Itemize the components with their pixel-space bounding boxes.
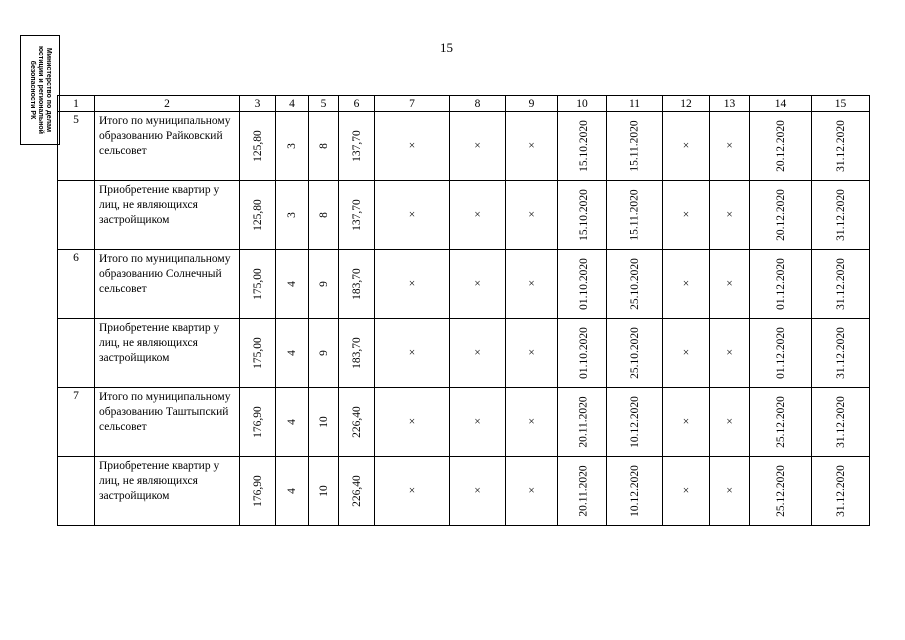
cell-c13: × (710, 319, 750, 388)
cell-c7: × (375, 181, 450, 250)
cell-c15 (812, 250, 870, 319)
cell-value: 10.12.2020 (628, 396, 641, 448)
cell-c12: × (663, 388, 710, 457)
cell-c9: × (506, 457, 558, 526)
page-number: 15 (440, 40, 453, 55)
cell-value: 31.12.2020 (834, 120, 847, 172)
cell-c11 (607, 250, 663, 319)
cell-value: 20.12.2020 (774, 120, 787, 172)
cell-value: 15.10.2020 (577, 189, 590, 241)
cell-value: 137,70 (350, 199, 363, 231)
cell-value: 31.12.2020 (834, 258, 847, 310)
cell-c11 (607, 112, 663, 181)
column-header: 12 (663, 96, 710, 112)
cell-c12: × (663, 112, 710, 181)
row-name: Итого по муниципальному образованию Райковский сельсовет (95, 112, 240, 181)
cell-value: 175,00 (251, 268, 264, 300)
cell-value: 20.11.2020 (577, 396, 590, 448)
cell-c10 (558, 457, 607, 526)
cell-c15 (812, 319, 870, 388)
cell-c3 (240, 457, 276, 526)
cell-c12: × (663, 181, 710, 250)
cell-c9: × (506, 319, 558, 388)
cell-c4 (276, 250, 309, 319)
cell-c6 (339, 181, 375, 250)
row-number: 7 (58, 388, 95, 457)
cell-c3 (240, 181, 276, 250)
table-row (58, 388, 870, 457)
cell-c6 (339, 112, 375, 181)
cell-value: 31.12.2020 (834, 465, 847, 517)
column-header: 9 (506, 96, 558, 112)
cell-value: 25.10.2020 (628, 327, 641, 379)
cell-value: 176,90 (251, 406, 264, 438)
cell-c13: × (710, 181, 750, 250)
row-number (58, 457, 95, 526)
cell-c9: × (506, 250, 558, 319)
cell-c14 (750, 457, 812, 526)
cell-c11 (607, 181, 663, 250)
cell-value: 226,40 (350, 475, 363, 507)
cell-c11 (607, 388, 663, 457)
column-header: 1 (58, 96, 95, 112)
cell-value: 25.10.2020 (628, 258, 641, 310)
cell-value: 10 (317, 416, 330, 428)
cell-value: 25.12.2020 (774, 465, 787, 517)
column-header: 11 (607, 96, 663, 112)
cell-c8: × (450, 457, 506, 526)
column-header: 4 (276, 96, 309, 112)
column-header: 3 (240, 96, 276, 112)
column-header: 5 (309, 96, 339, 112)
cell-c14 (750, 319, 812, 388)
cell-c9: × (506, 181, 558, 250)
cell-value: 4 (286, 350, 298, 356)
cell-c14 (750, 112, 812, 181)
cell-c8: × (450, 181, 506, 250)
cell-c12: × (663, 250, 710, 319)
cell-value: 3 (286, 212, 298, 218)
cell-c14 (750, 388, 812, 457)
cell-c7: × (375, 319, 450, 388)
cell-c13: × (710, 112, 750, 181)
cell-c5 (309, 388, 339, 457)
column-header: 7 (375, 96, 450, 112)
cell-c10 (558, 319, 607, 388)
cell-value: 176,90 (251, 475, 264, 507)
cell-value: 9 (317, 350, 330, 356)
table-row (58, 319, 870, 388)
cell-c6 (339, 319, 375, 388)
row-name: Приобретение квартир у лиц, не являющихся застройщиком (95, 319, 240, 388)
cell-value: 20.12.2020 (774, 189, 787, 241)
cell-c9: × (506, 112, 558, 181)
cell-value: 31.12.2020 (834, 327, 847, 379)
cell-c11 (607, 457, 663, 526)
registration-stamp (20, 35, 60, 145)
cell-value: 183,70 (350, 268, 363, 300)
cell-c8: × (450, 112, 506, 181)
cell-value: 15.10.2020 (577, 120, 590, 172)
cell-c5 (309, 457, 339, 526)
cell-c11 (607, 319, 663, 388)
cell-c4 (276, 112, 309, 181)
cell-value: 4 (286, 281, 298, 287)
row-name: Итого по муниципальному образованию Таштыпский сельсовет (95, 388, 240, 457)
cell-value: 175,00 (251, 337, 264, 369)
cell-c8: × (450, 250, 506, 319)
cell-c12: × (663, 319, 710, 388)
row-number (58, 181, 95, 250)
cell-c6 (339, 388, 375, 457)
cell-value: 25.12.2020 (774, 396, 787, 448)
column-header: 13 (710, 96, 750, 112)
table-row (58, 112, 870, 181)
cell-c4 (276, 319, 309, 388)
cell-c8: × (450, 319, 506, 388)
cell-value: 01.12.2020 (774, 327, 787, 379)
cell-value: 01.12.2020 (774, 258, 787, 310)
cell-c15 (812, 388, 870, 457)
cell-c9: × (506, 388, 558, 457)
cell-value: 8 (317, 212, 330, 218)
cell-c7: × (375, 388, 450, 457)
row-number: 6 (58, 250, 95, 319)
cell-c5 (309, 112, 339, 181)
cell-c13: × (710, 388, 750, 457)
cell-value: 15.11.2020 (628, 120, 641, 172)
cell-c6 (339, 457, 375, 526)
cell-value: 125,80 (251, 199, 264, 231)
cell-c15 (812, 112, 870, 181)
row-name: Итого по муниципальному образованию Солнечный сельсовет (95, 250, 240, 319)
cell-c5 (309, 250, 339, 319)
cell-c10 (558, 388, 607, 457)
cell-c5 (309, 319, 339, 388)
cell-value: 3 (286, 143, 298, 149)
cell-value: 10.12.2020 (628, 465, 641, 517)
cell-value: 20.11.2020 (577, 465, 590, 517)
cell-value: 01.10.2020 (577, 327, 590, 379)
cell-c15 (812, 181, 870, 250)
cell-value: 137,70 (350, 130, 363, 162)
column-header: 6 (339, 96, 375, 112)
cell-c10 (558, 181, 607, 250)
cell-c3 (240, 388, 276, 457)
row-name: Приобретение квартир у лиц, не являющихся застройщиком (95, 457, 240, 526)
cell-c7: × (375, 457, 450, 526)
cell-c3 (240, 250, 276, 319)
cell-value: 31.12.2020 (834, 396, 847, 448)
cell-c5 (309, 181, 339, 250)
cell-value: 9 (317, 281, 330, 287)
header-row (58, 96, 870, 112)
cell-c8: × (450, 388, 506, 457)
cell-c6 (339, 250, 375, 319)
row-number: 5 (58, 112, 95, 181)
column-header: 10 (558, 96, 607, 112)
cell-value: 183,70 (350, 337, 363, 369)
cell-value: 125,80 (251, 130, 264, 162)
cell-c3 (240, 112, 276, 181)
row-name: Приобретение квартир у лиц, не являющихся застройщиком (95, 181, 240, 250)
table-row (58, 457, 870, 526)
cell-value: 10 (317, 485, 330, 497)
cell-value: 01.10.2020 (577, 258, 590, 310)
column-header: 14 (750, 96, 812, 112)
cell-c15 (812, 457, 870, 526)
cell-value: 4 (286, 419, 298, 425)
column-header: 2 (95, 96, 240, 112)
table-row (58, 250, 870, 319)
table-row (58, 181, 870, 250)
cell-c12: × (663, 457, 710, 526)
cell-c13: × (710, 457, 750, 526)
cell-c10 (558, 250, 607, 319)
cell-value: 15.11.2020 (628, 189, 641, 241)
column-header: 8 (450, 96, 506, 112)
cell-value: 226,40 (350, 406, 363, 438)
cell-c10 (558, 112, 607, 181)
cell-c7: × (375, 250, 450, 319)
cell-c4 (276, 388, 309, 457)
cell-c14 (750, 181, 812, 250)
cell-c4 (276, 457, 309, 526)
cell-c14 (750, 250, 812, 319)
column-header: 15 (812, 96, 870, 112)
cell-value: 4 (286, 488, 298, 494)
cell-c13: × (710, 250, 750, 319)
cell-c7: × (375, 112, 450, 181)
cell-value: 31.12.2020 (834, 189, 847, 241)
cell-value: 8 (317, 143, 330, 149)
cell-c4 (276, 181, 309, 250)
cell-c3 (240, 319, 276, 388)
data-table (57, 95, 870, 526)
stamp-text: Министерство по делам юстиции и региональной безопасности РК (29, 46, 52, 134)
row-number (58, 319, 95, 388)
